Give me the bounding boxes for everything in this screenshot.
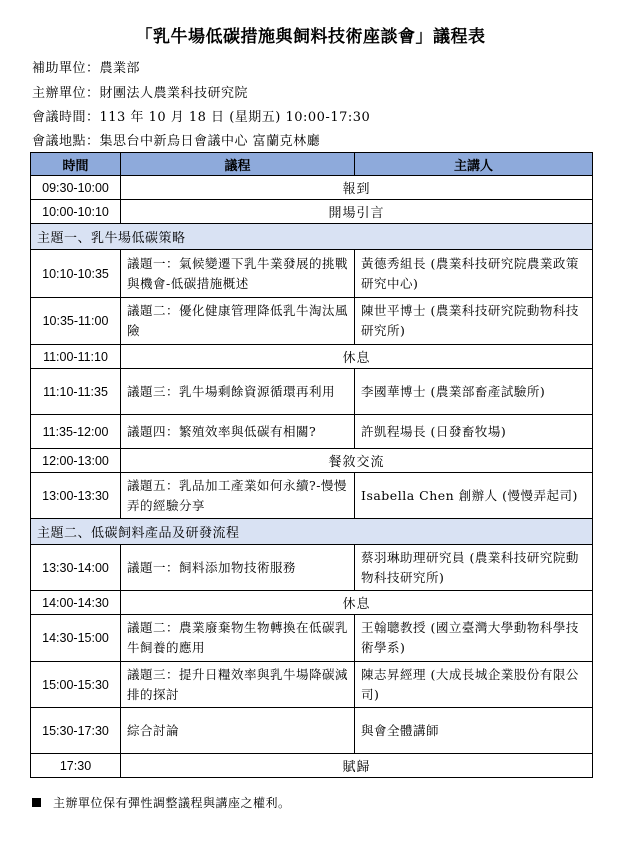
agenda-table — [30, 152, 593, 778]
time-cell: 17:30 — [31, 754, 121, 778]
meeting-time-line: 會議時間：113 年 10 月 18 日 (星期五) 10:00-17:30 — [32, 110, 371, 125]
topic-cell: 議題五：乳品加工產業如何永續?-慢慢弄的經驗分享 — [121, 473, 355, 519]
speaker-cell: 王翰聰教授 (國立臺灣大學動物科學技術學系) — [355, 615, 593, 662]
topic-cell: 議題二：優化健康管理降低乳牛淘汰風險 — [121, 298, 355, 345]
topic-cell: 綜合討論 — [121, 708, 355, 754]
speaker-cell: 黃德秀組長 (農業科技研究院農業政策研究中心) — [355, 250, 593, 298]
header-time: 時間 — [31, 153, 121, 176]
speaker-cell: Isabella Chen 創辦人 (慢慢弄起司) — [355, 473, 593, 519]
footnote-text: 主辦單位保有彈性調整議程與講座之權利。 — [53, 796, 291, 810]
agenda-row — [31, 708, 593, 754]
time-cell: 10:10-10:35 — [31, 250, 121, 298]
speaker-cell: 李國華博士 (農業部畜產試驗所) — [355, 369, 593, 415]
footnote — [32, 794, 291, 811]
agenda-body — [31, 176, 593, 778]
time-cell: 09:30-10:00 — [31, 176, 121, 200]
agenda-row — [31, 545, 593, 591]
session-cell: 報到 — [121, 176, 593, 200]
time-cell: 14:30-15:00 — [31, 615, 121, 662]
speaker-cell: 許凱程場長 (日發畜牧場) — [355, 415, 593, 449]
session-cell: 餐敘交流 — [121, 449, 593, 473]
time-cell: 13:30-14:00 — [31, 545, 121, 591]
agenda-row — [31, 369, 593, 415]
time-cell: 12:00-13:00 — [31, 449, 121, 473]
organizer-line: 主辦單位：財團法人農業科技研究院 — [32, 86, 249, 101]
speaker-cell: 陳世平博士 (農業科技研究院動物科技研究所) — [355, 298, 593, 345]
time-cell: 14:00-14:30 — [31, 591, 121, 615]
time-cell: 11:00-11:10 — [31, 345, 121, 369]
theme-title: 主題二、低碳飼料產品及研發流程 — [31, 519, 593, 545]
time-cell: 11:10-11:35 — [31, 369, 121, 415]
time-cell: 15:00-15:30 — [31, 662, 121, 708]
session-cell: 休息 — [121, 345, 593, 369]
session-cell: 賦歸 — [121, 754, 593, 778]
header-agenda: 議程 — [121, 153, 355, 176]
agenda-row — [31, 176, 593, 200]
table-header-row — [31, 153, 593, 176]
agenda-row — [31, 200, 593, 224]
document-title: 「乳牛場低碳措施與飼料技術座談會」議程表 — [135, 27, 486, 47]
topic-cell: 議題一：飼料添加物技術服務 — [121, 545, 355, 591]
theme-row — [31, 519, 593, 545]
session-cell: 開場引言 — [121, 200, 593, 224]
time-cell: 10:00-10:10 — [31, 200, 121, 224]
agenda-row — [31, 754, 593, 778]
topic-cell: 議題三：提升日糧效率與乳牛場降碳減排的探討 — [121, 662, 355, 708]
theme-row — [31, 224, 593, 250]
speaker-cell: 蔡羽琳助理研究員 (農業科技研究院動物科技研究所) — [355, 545, 593, 591]
agenda-row — [31, 591, 593, 615]
square-bullet-icon — [32, 798, 41, 807]
topic-cell: 議題一：氣候變遷下乳牛業發展的挑戰與機會-低碳措施概述 — [121, 250, 355, 298]
agenda-row — [31, 345, 593, 369]
agenda-row — [31, 298, 593, 345]
agenda-row — [31, 473, 593, 519]
agenda-row — [31, 250, 593, 298]
agenda-row — [31, 449, 593, 473]
agenda-row — [31, 415, 593, 449]
time-cell: 10:35-11:00 — [31, 298, 121, 345]
sponsor-line: 補助單位：農業部 — [32, 61, 141, 76]
topic-cell: 議題三：乳牛場剩餘資源循環再利用 — [121, 369, 355, 415]
speaker-cell: 與會全體講師 — [355, 708, 593, 754]
time-cell: 15:30-17:30 — [31, 708, 121, 754]
session-cell: 休息 — [121, 591, 593, 615]
agenda-row — [31, 662, 593, 708]
venue-line: 會議地點：集思台中新烏日會議中心 富蘭克林廳 — [32, 134, 321, 149]
topic-cell: 議題二：農業廢棄物生物轉換在低碳乳牛飼養的應用 — [121, 615, 355, 662]
speaker-cell: 陳志昇經理 (大成長城企業股份有限公司) — [355, 662, 593, 708]
time-cell: 11:35-12:00 — [31, 415, 121, 449]
time-cell: 13:00-13:30 — [31, 473, 121, 519]
header-speaker: 主講人 — [355, 153, 593, 176]
topic-cell: 議題四：繁殖效率與低碳有相關? — [121, 415, 355, 449]
theme-title: 主題一、乳牛場低碳策略 — [31, 224, 593, 250]
agenda-row — [31, 615, 593, 662]
